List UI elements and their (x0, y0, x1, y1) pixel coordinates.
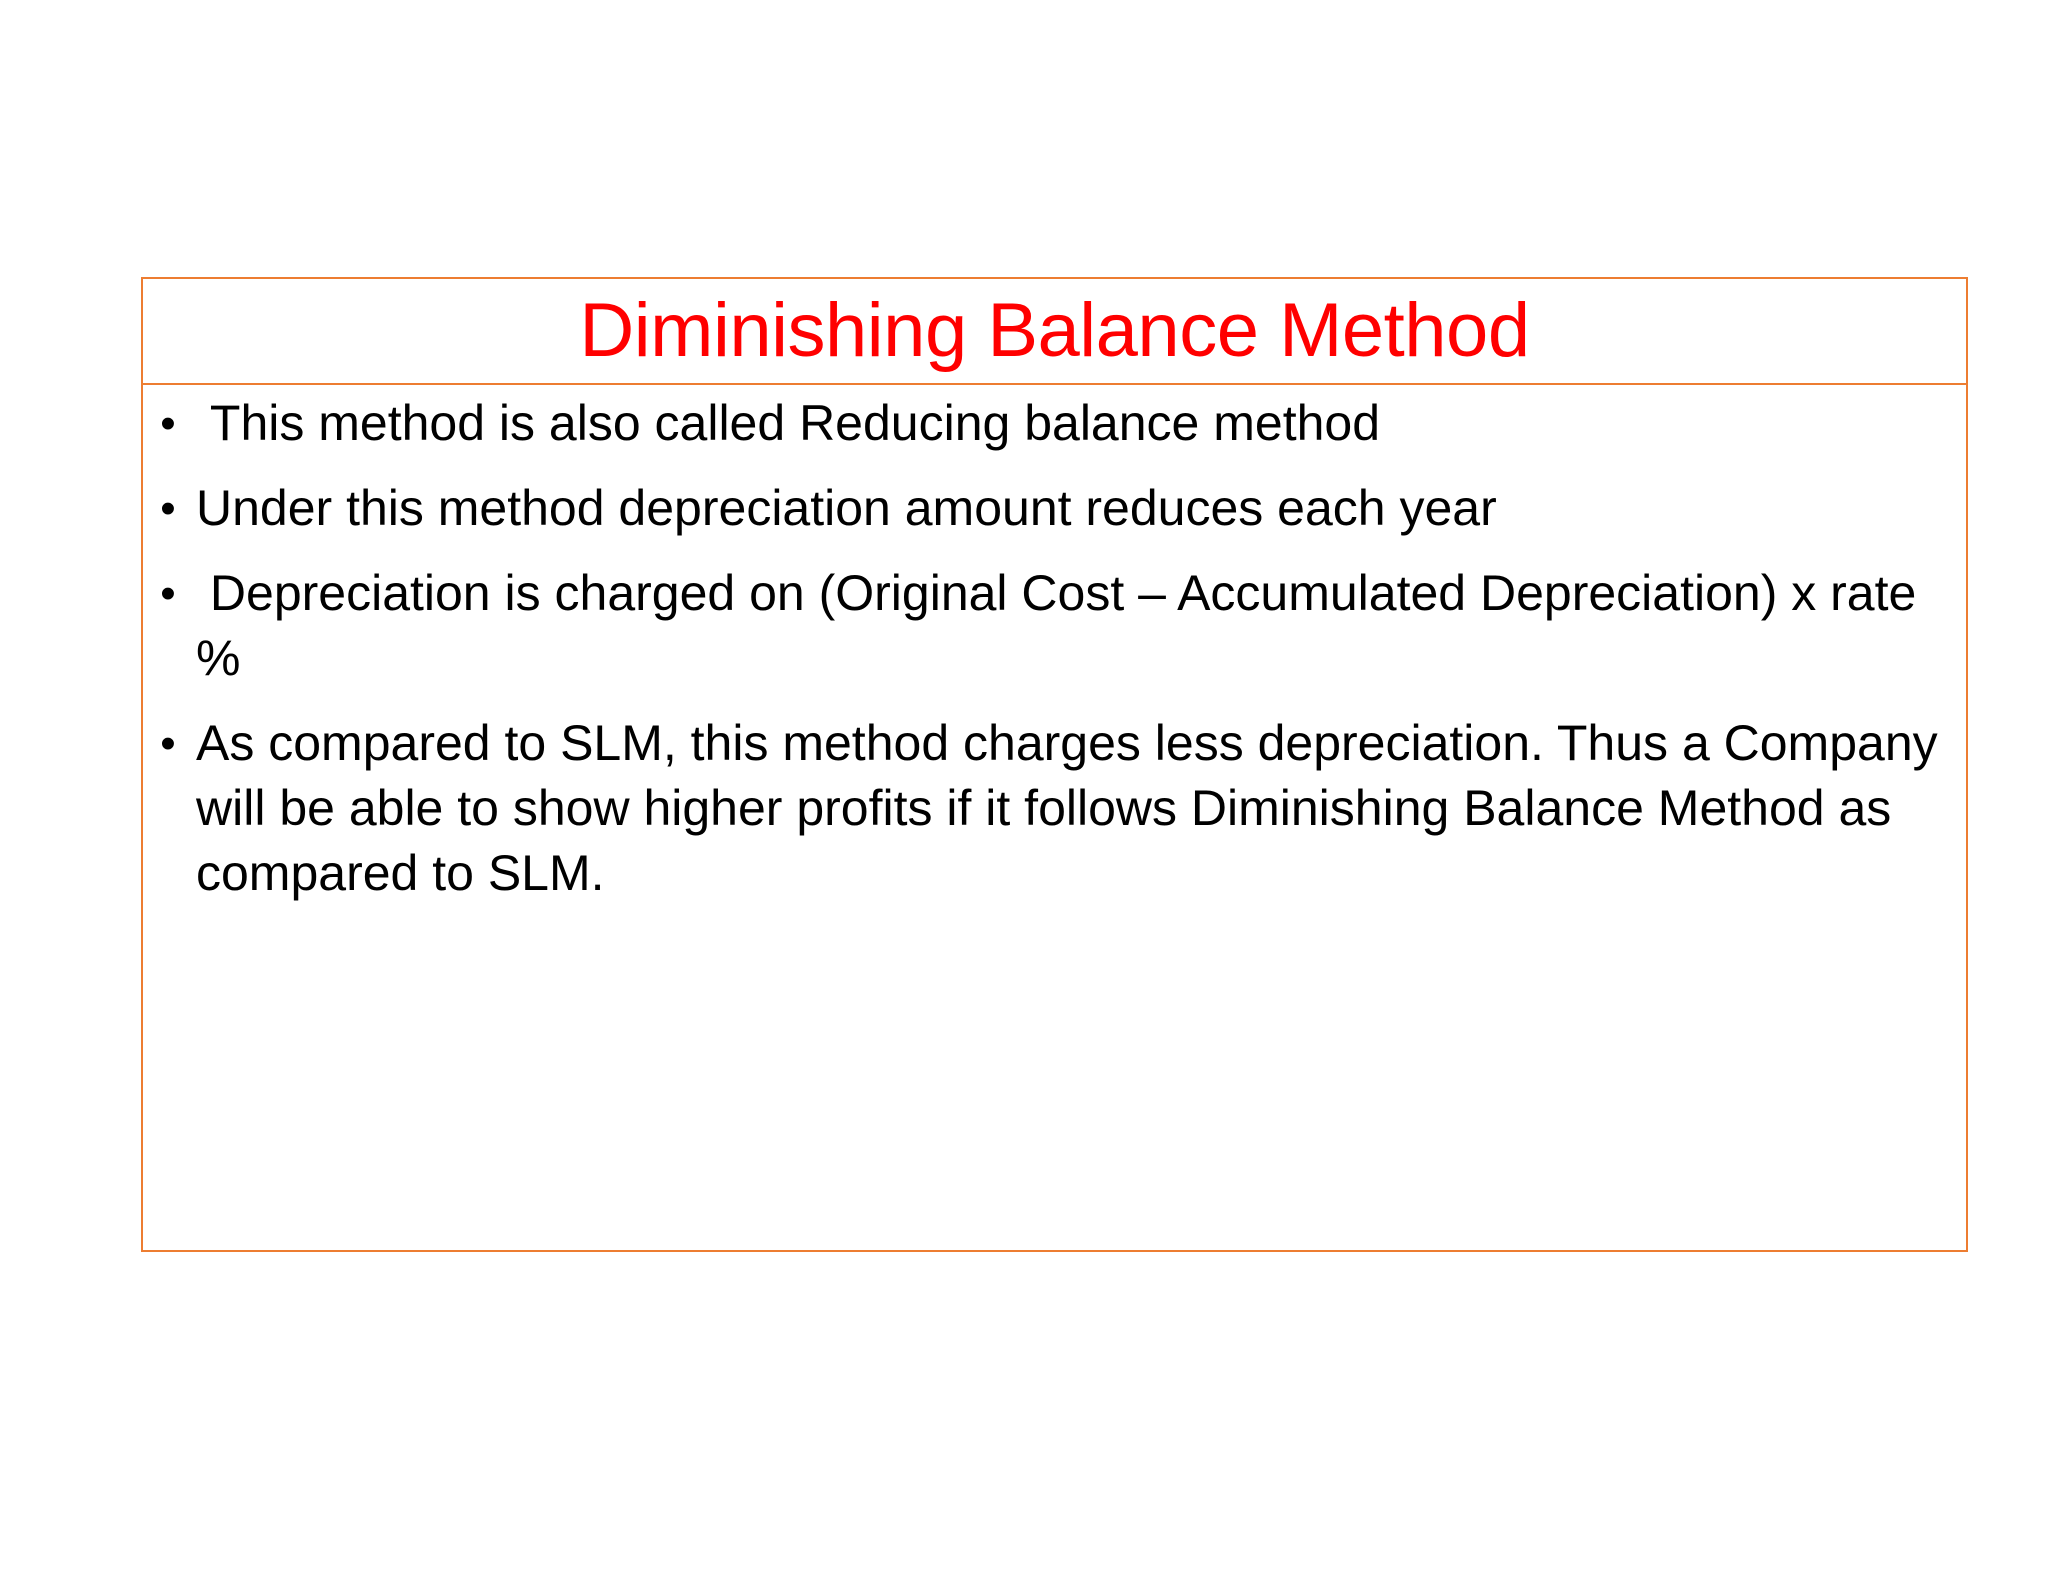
bullet-dot-icon: • (160, 399, 176, 448)
bullet-text: Under this method depreciation amount reduces each year (196, 480, 1497, 536)
slide-content-frame (141, 277, 1968, 1252)
bullet-item (143, 711, 1966, 906)
bullet-text: Depreciation is charged on (Original Cost – Accumulated Depreciation) x rate % (196, 565, 1931, 686)
bullet-item (143, 561, 1966, 691)
bullet-item (143, 391, 1966, 456)
bullet-dot-icon: • (160, 484, 176, 533)
bullet-text: As compared to SLM, this method charges less depreciation. Thus a Company will be able to show higher profits if it follows Diminishing Balance Method as compared to SLM. (196, 715, 1952, 901)
bullet-text: This method is also called Reducing balance method (196, 395, 1381, 451)
bullet-dot-icon: • (160, 719, 176, 768)
bullet-list (143, 385, 1966, 906)
slide-title: Diminishing Balance Method (579, 288, 1530, 373)
title-bar (143, 279, 1966, 385)
bullet-dot-icon: • (160, 569, 176, 618)
bullet-item (143, 476, 1966, 541)
